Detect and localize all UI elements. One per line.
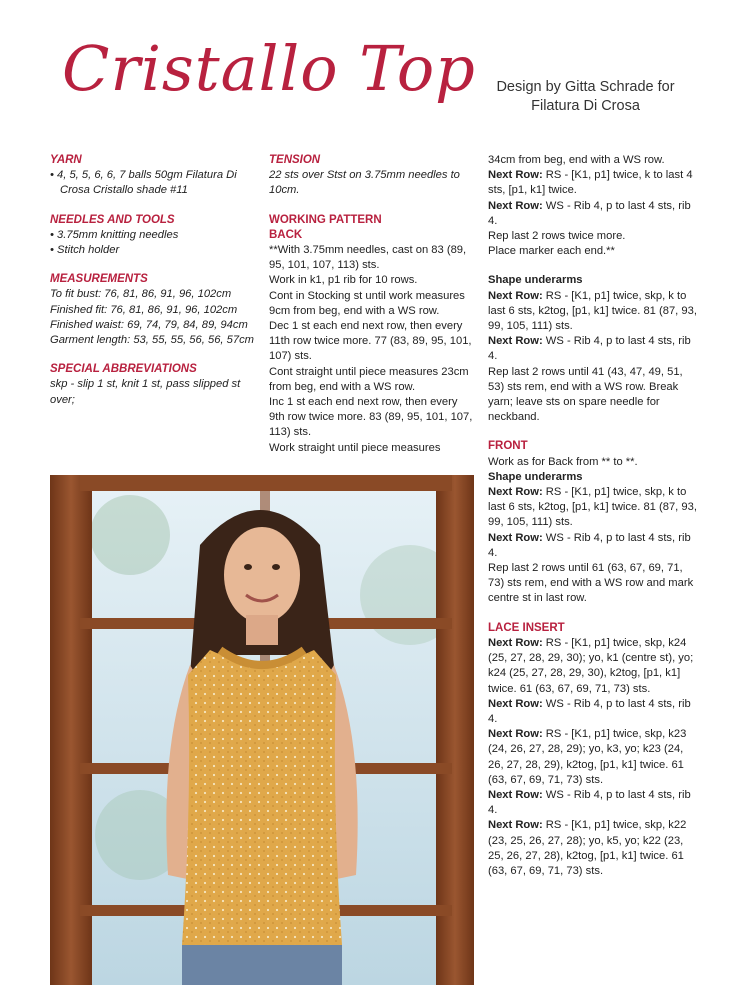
needles-item: • 3.75mm knitting needles [50, 228, 179, 241]
instruction-line: Work in k1, p1 rib for 10 rows. [269, 274, 418, 287]
row-instruction [488, 531, 698, 561]
measurement-line: Finished waist: 69, 74, 79, 84, 89, 94cm [50, 318, 248, 331]
instruction-line: Rep last 2 rows twice more. [488, 230, 626, 243]
row-instruction [488, 788, 698, 818]
designer-credit [478, 78, 693, 116]
yarn-heading: YARN [50, 154, 82, 166]
abbreviations-heading: SPECIAL ABBREVIATIONS [50, 363, 197, 376]
row-text: WS - Rib 4, p to last 4 sts, rib 4. [488, 697, 691, 725]
model-photo [50, 475, 474, 985]
needles-heading: NEEDLES AND TOOLS [50, 213, 175, 226]
instruction-line: Dec 1 st each end next row, then every 11th row twice more. 77 (83, 89, 95, 101, 107) sts. [269, 320, 472, 363]
shape-underarms-heading: Shape underarms [488, 274, 583, 287]
row-label: Next Row: [488, 531, 543, 544]
row-text: RS - [K1, p1] twice, k to last 4 sts, [p1, k1] twice. [488, 169, 693, 197]
row-instruction [488, 818, 698, 879]
row-text: RS - [K1, p1] twice, skp, k22 (23, 25, 26, 27, 28); yo, k5, yo; k22 (23, 25, 26, 27, 28), k2tog, [p1, k1] twice. 61 (63, 67, 69, 71, 73) sts. [488, 819, 687, 877]
row-label: Next Row: [488, 819, 543, 832]
row-text: WS - Rib 4, p to last 4 sts, rib 4. [488, 531, 691, 559]
instruction-line: Rep last 2 rows until 61 (63, 67, 69, 71, 73) sts rem, end with a WS row and mark centre st in last row. [488, 562, 694, 605]
instruction-line: Cont straight until piece measures 23cm from beg, end with a WS row. [269, 365, 469, 393]
tension-heading: TENSION [269, 154, 321, 166]
instruction-line: **With 3.75mm needles, cast on 83 (89, 95, 101, 107, 113) sts. [269, 244, 467, 272]
page-title: Cristallo Top [62, 32, 476, 105]
measurement-line: Finished fit: 76, 81, 86, 91, 96, 102cm [50, 303, 238, 316]
tension-text: 22 sts over Stst on 3.75mm needles to 10cm. [269, 169, 460, 197]
byline-line-1: Design by Gitta Schrade for [496, 79, 675, 95]
instruction-line: Cont in Stocking st until work measures 9cm from beg, end with a WS row. [269, 289, 465, 317]
row-text: RS - [K1, p1] twice, skp, k24 (25, 27, 28, 29, 30); yo, k1 (centre st), yo; k24 (25, 27, 28, 29, 30), k2tog, [p1, k1] twice. 61 (63, 67, 69, 71, 73) sts. [488, 636, 694, 695]
measurement-line: To fit bust: 76, 81, 86, 91, 96, 102cm [50, 288, 232, 301]
yarn-item: • 4, 5, 5, 6, 6, 7 balls 50gm Filatura Di Crosa Cristallo shade #11 [50, 169, 237, 197]
row-label: Next Row: [488, 788, 543, 801]
row-label: Next Row: [488, 289, 543, 302]
row-label: Next Row: [488, 199, 543, 212]
row-instruction [488, 727, 698, 788]
row-label: Next Row: [488, 728, 543, 741]
instruction-line: Rep last 2 rows until 41 (43, 47, 49, 51, 53) sts rem, end with a WS row. Break yarn; leave sts on spare needle for neckband. [488, 365, 683, 424]
row-label: Next Row: [488, 486, 543, 499]
front-shape-heading: Shape underarms [488, 470, 583, 483]
row-instruction [488, 289, 698, 335]
instruction-line: Work as for Back from ** to **. [488, 455, 638, 468]
abbreviation-text: skp - slip 1 st, knit 1 st, pass slipped st over; [50, 378, 241, 406]
row-text: WS - Rib 4, p to last 4 sts, rib 4. [488, 335, 691, 363]
row-instruction [488, 334, 698, 364]
lace-insert-heading: LACE INSERT [488, 621, 565, 634]
row-text: RS - [K1, p1] twice, skp, k to last 6 sts, k2tog, [p1, k1] twice. 81 (87, 93, 99, 105, 111) sts. [488, 486, 697, 529]
measurements-heading: MEASUREMENTS [50, 273, 148, 286]
working-pattern-heading: WORKING PATTERN [269, 213, 382, 226]
instructions-column [488, 153, 698, 879]
row-label: Next Row: [488, 636, 543, 649]
row-text: RS - [K1, p1] twice, skp, k to last 6 sts, k2tog, [p1, k1] twice. 81 (87, 93, 99, 105, 111) sts. [488, 289, 697, 333]
row-label: Next Row: [488, 697, 543, 710]
row-text: RS - [K1, p1] twice, skp, k23 (24, 26, 27, 28, 29); yo, k3, yo; k23 (24, 26, 27, 28, 29), k2tog, [p1, k1] twice. 61 (63, 67, 69, 71, 73) sts. [488, 728, 687, 786]
row-instruction [488, 485, 698, 531]
row-instruction [488, 199, 698, 229]
row-instruction [488, 697, 698, 727]
needles-item: • Stitch holder [50, 244, 120, 257]
row-label: Next Row: [488, 169, 543, 182]
row-text: WS - Rib 4, p to last 4 sts, rib 4. [488, 788, 691, 817]
measurement-line: Garment length: 53, 55, 55, 56, 56, 57cm [50, 334, 254, 347]
pattern-column [269, 153, 474, 456]
byline-line-2: Filatura Di Crosa [531, 98, 640, 114]
instruction-line: Work straight until piece measures [269, 441, 441, 454]
model-photo-illustration [50, 475, 474, 985]
instruction-line: Place marker each end.** [488, 245, 615, 258]
row-text: WS - Rib 4, p to last 4 sts, rib 4. [488, 199, 691, 227]
instruction-line: 34cm from beg, end with a WS row. [488, 154, 665, 166]
row-label: Next Row: [488, 335, 543, 348]
back-heading: BACK [269, 228, 303, 241]
instruction-line: Inc 1 st each end next row, then every 9th row twice more. 83 (89, 95, 101, 107, 113) sts. [269, 396, 473, 439]
row-instruction [488, 168, 698, 198]
front-heading: FRONT [488, 440, 528, 453]
materials-column [50, 153, 255, 408]
row-instruction [488, 636, 698, 697]
